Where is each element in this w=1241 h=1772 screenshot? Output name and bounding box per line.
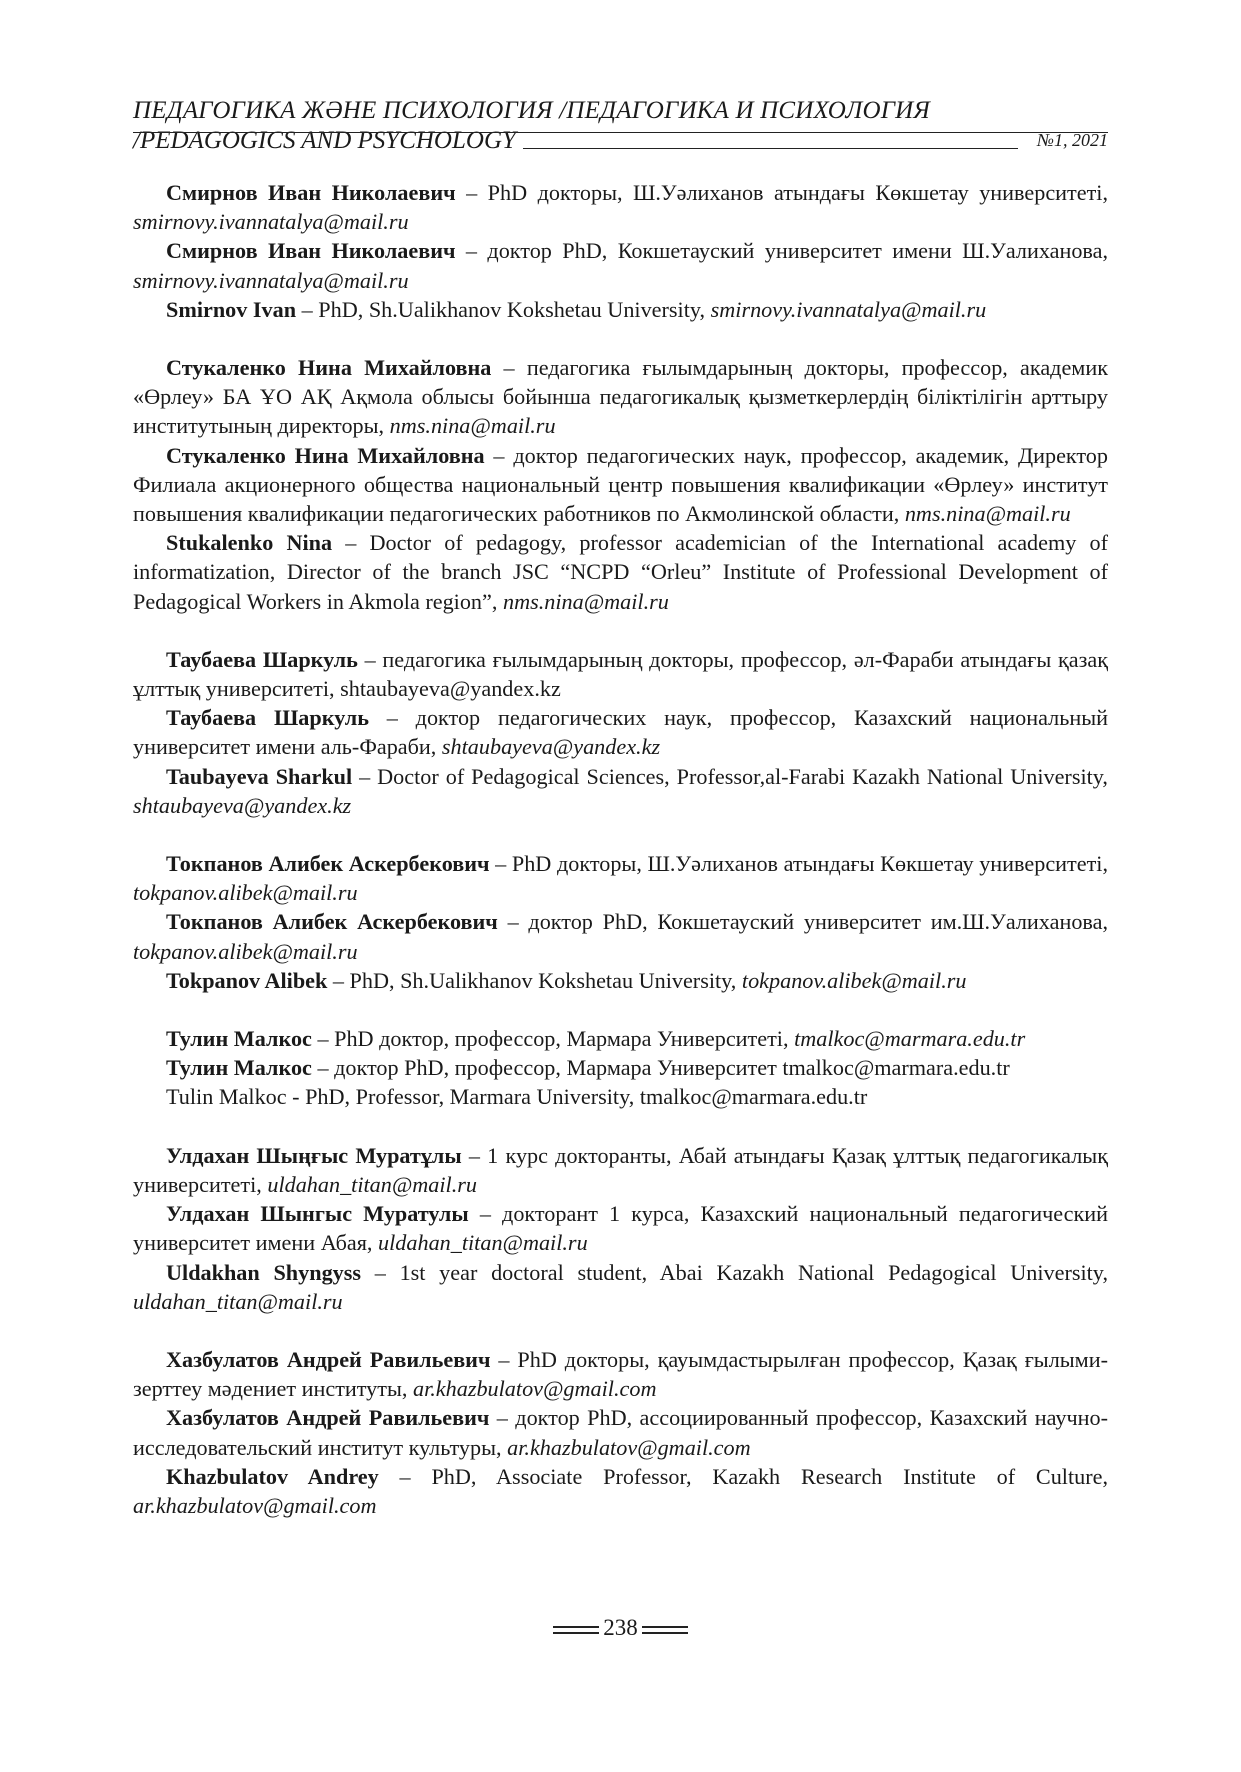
author-email: smirnovy.ivannatalya@mail.ru xyxy=(710,296,987,322)
author-email: ar.khazbulatov@gmail.com xyxy=(412,1376,657,1402)
issue-number: №1, 2021 xyxy=(1037,130,1108,150)
author-affiliation: – доктор PhD, Кокшетауский университет им.Ш.Уалиханова, xyxy=(497,909,1109,935)
author-email: nms.nina@mail.ru xyxy=(904,501,1071,527)
page-number: 238 xyxy=(603,1615,638,1640)
author-name: Токпанов Алибек Аскербекович xyxy=(166,851,490,877)
author-name: Смирнов Иван Николаевич xyxy=(166,238,456,264)
author-paragraph xyxy=(133,236,1108,294)
footer-right-rule xyxy=(642,1626,688,1634)
author-name: Смирнов Иван Николаевич xyxy=(166,180,456,205)
author-name: Хазбулатов Андрей Равильевич xyxy=(166,1346,491,1372)
author-email: nms.nina@mail.ru xyxy=(389,413,556,439)
header-rule xyxy=(523,148,1018,149)
journal-subtitle: /PEDAGOGICS AND PSYCHOLOGY xyxy=(133,126,520,156)
author-paragraph xyxy=(133,295,1108,324)
author-email: ar.khazbulatov@gmail.com xyxy=(133,1492,377,1518)
author-email: shtaubayeva@yandex.kz xyxy=(441,734,661,760)
author-paragraph xyxy=(133,907,1108,965)
author-name: Тулин Малкос xyxy=(166,1055,312,1081)
author-affiliation: – Doctor of Pedagogical Sciences, Professor,al-Farabi Kazakh National University, xyxy=(352,763,1108,789)
author-affiliation: – доктор PhD, ассоциированный профессор, Казахский научно-исследовательский институт культуры, xyxy=(133,1405,1108,1460)
author-affiliation: – PhD докторы, Ш.Уәлиханов атындағы Көкшетау университеті, xyxy=(489,851,1108,877)
author-email: tmalkoc@marmara.edu.tr xyxy=(782,1055,1010,1081)
journal-title-line2 xyxy=(133,126,1108,158)
author-name: Stukalenko Nina xyxy=(166,530,333,556)
author-paragraph xyxy=(133,645,1108,703)
author-name: Тулин Малкос xyxy=(166,1026,312,1052)
author-affiliation: – педагогика ғылымдарының докторы, профессор, академик «Өрлеу» БА ҰО АҚ Ақмола облысы бойынша педагогикалық қызметкерлердің біліктілігін арттыру институтының директоры, xyxy=(133,355,1108,439)
author-email: nms.nina@mail.ru xyxy=(502,588,669,614)
author-affiliation: – доктор педагогических наук, профессор, академик, Директор Филиала акционерного общества национальный центр повышения квалификации «Өрлеу» институт повышения квалификации педагогических работников по Акмолинской области, xyxy=(133,442,1108,527)
author-affiliation: – PhD докторы, қауымдастырылған профессор, Қазақ ғылыми-зерттеу мәдениет институты, xyxy=(133,1346,1108,1402)
author-affiliation: – 1 курс докторанты, Абай атындағы Қазақ ұлттық педагогикалық университеті, xyxy=(133,1142,1108,1197)
author-entry xyxy=(133,645,1108,820)
page-footer xyxy=(0,1615,1241,1641)
author-affiliation: – Doctor of pedagogy, professor academician of the International academy of informatization, Director of the branch JSC “NCPD “Orleu” Institute of Professional Development of Pedagogical Workers in Akmola region”, xyxy=(133,530,1108,614)
author-email: tmalkoc@marmara.edu.tr xyxy=(794,1026,1026,1052)
author-email: smirnovy.ivannatalya@mail.ru xyxy=(133,209,409,235)
entry-separator xyxy=(133,616,1108,645)
author-entry xyxy=(133,1024,1108,1112)
author-paragraph xyxy=(133,178,1108,236)
author-email: shtaubayeva@yandex.kz xyxy=(340,676,561,702)
author-paragraph xyxy=(133,966,1108,995)
author-email: uldahan_titan@mail.ru xyxy=(133,1288,343,1314)
author-name: Хазбулатов Андрей Равильевич xyxy=(166,1405,490,1431)
author-affiliation: Tulin Malkoc - PhD, Professor, Marmara University, xyxy=(166,1084,640,1110)
author-paragraph xyxy=(133,762,1108,820)
author-name: Uldakhan Shyngyss xyxy=(166,1259,362,1285)
author-email: tmalkoc@marmara.edu.tr xyxy=(639,1084,868,1110)
author-name: Khazbulatov Andrey xyxy=(166,1463,379,1489)
author-affiliation: – PhD докторы, Ш.Уәлиханов атындағы Көкшетау университеті, xyxy=(455,180,1109,205)
author-paragraph xyxy=(133,1141,1108,1199)
author-paragraph xyxy=(133,1403,1108,1461)
author-name: Улдахан Шыңғыс Муратұлы xyxy=(166,1142,462,1168)
author-affiliation: – доктор педагогических наук, профессор, Казахский национальный университет имени аль-Фараби, xyxy=(133,705,1108,760)
author-paragraph xyxy=(133,1345,1108,1403)
author-paragraph xyxy=(133,1199,1108,1257)
author-affiliation: – 1st year doctoral student, Abai Kazakh National Pedagogical University, xyxy=(361,1259,1108,1285)
author-entry xyxy=(133,1141,1108,1316)
author-paragraph xyxy=(133,703,1108,761)
author-entry xyxy=(133,849,1108,995)
author-paragraph xyxy=(133,1053,1108,1082)
author-paragraph xyxy=(133,849,1108,907)
author-email: uldahan_titan@mail.ru xyxy=(378,1230,588,1256)
author-name: Tokpanov Alibek xyxy=(166,967,328,993)
author-name: Таубаева Шаркуль xyxy=(166,705,369,731)
author-email: uldahan_titan@mail.ru xyxy=(267,1171,477,1197)
author-affiliation: – доктор PhD, профессор, Мармара Университет xyxy=(311,1055,783,1081)
author-paragraph xyxy=(133,441,1108,529)
entry-separator xyxy=(133,1316,1108,1345)
journal-title: ПЕДАГОГИКА ЖӘНЕ ПСИХОЛОГИЯ /ПЕДАГОГИКА И ПСИХОЛОГИЯ xyxy=(133,97,931,124)
author-name: Taubayeva Sharkul xyxy=(166,763,353,789)
author-paragraph xyxy=(133,353,1108,441)
author-paragraph xyxy=(133,1462,1108,1520)
author-name: Улдахан Шынгыс Муратулы xyxy=(166,1201,469,1227)
author-email: smirnovy.ivannatalya@mail.ru xyxy=(133,267,409,293)
entry-separator xyxy=(133,995,1108,1024)
author-name: Токпанов Алибек Аскербекович xyxy=(166,909,498,935)
author-name: Стукаленко Нина Михайловна xyxy=(166,355,492,381)
entry-separator xyxy=(133,820,1108,849)
author-entry xyxy=(133,353,1108,616)
author-entry xyxy=(133,178,1108,324)
author-email: ar.khazbulatov@gmail.com xyxy=(507,1434,751,1460)
author-paragraph xyxy=(133,1082,1108,1111)
running-header xyxy=(133,96,1108,158)
author-affiliation: – доктор PhD, Кокшетауский университет имени Ш.Уалиханова, xyxy=(455,238,1109,264)
author-affiliation: – педагогика ғылымдарының докторы, профессор, әл-Фараби атындағы қазақ ұлттық университеті, xyxy=(133,646,1108,702)
entry-separator xyxy=(133,1112,1108,1141)
author-name: Стукаленко Нина Михайловна xyxy=(166,442,485,468)
author-email: tokpanov.alibek@mail.ru xyxy=(133,880,358,906)
author-paragraph xyxy=(133,528,1108,616)
author-paragraph xyxy=(133,1024,1108,1053)
header-divider xyxy=(133,132,1108,133)
entry-separator xyxy=(133,324,1108,353)
author-affiliation: – PhD, Associate Professor, Kazakh Research Institute of Culture, xyxy=(378,1463,1108,1489)
author-email: tokpanov.alibek@mail.ru xyxy=(741,967,967,993)
author-affiliation: – докторант 1 курса, Казахский национальный педагогический университет имени Абая, xyxy=(133,1201,1108,1256)
author-affiliation: – PhD, Sh.Ualikhanov Kokshetau University, xyxy=(296,296,711,322)
author-email: tokpanov.alibek@mail.ru xyxy=(133,938,358,964)
author-affiliation: – PhD доктор, профессор, Мармара Университеті, xyxy=(311,1026,795,1052)
author-entry xyxy=(133,1345,1108,1520)
author-affiliation: – PhD, Sh.Ualikhanov Kokshetau University, xyxy=(327,967,742,993)
author-name: Smirnov Ivan xyxy=(166,296,297,322)
footer-left-rule xyxy=(553,1626,599,1634)
author-name: Таубаева Шаркуль xyxy=(166,646,358,672)
author-list xyxy=(133,178,1108,1520)
author-paragraph xyxy=(133,1258,1108,1316)
author-email: shtaubayeva@yandex.kz xyxy=(133,792,352,818)
